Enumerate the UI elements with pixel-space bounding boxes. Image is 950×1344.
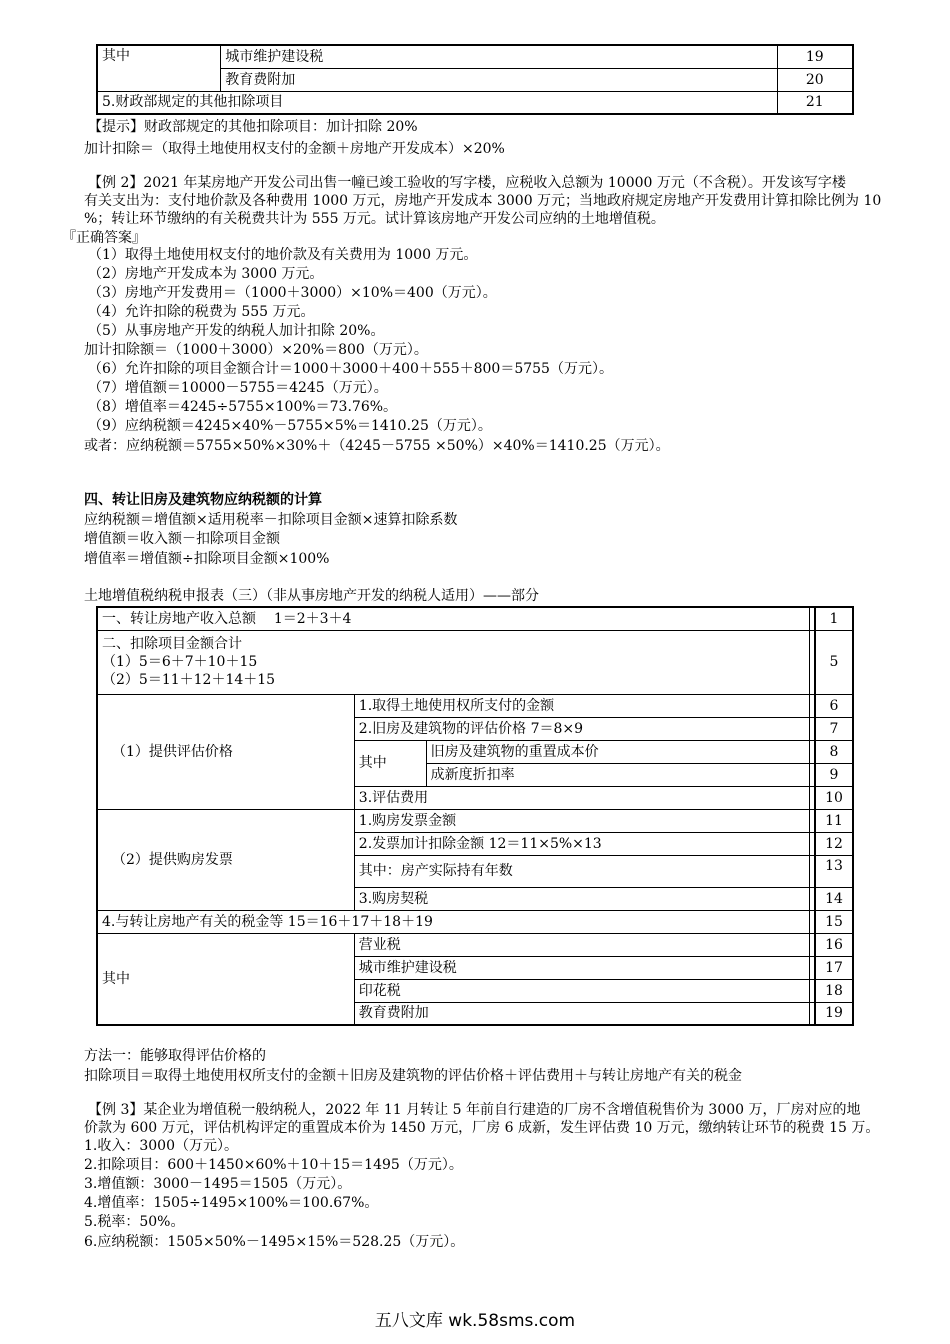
answer-step: （4）允许扣除的税费为 555 万元。 [88,304,315,320]
table-cell: 营业税 [354,933,809,956]
tip-line: 【提示】财政部规定的其他扣除项目：加计扣除 20% [88,119,418,135]
formula-line: 增值额＝收入额－扣除项目金额 [84,531,280,547]
table-cell: 其中 [97,45,221,91]
table-cell: 教育费附加 [354,1002,809,1025]
example-3-step: 2.扣除项目：600＋1450×60%＋10＋15＝1495（万元）。 [84,1157,463,1173]
method-formula: 扣除项目＝取得土地使用权所支付的金额＋旧房及建筑物的评估价格＋评估费用＋与转让房地产有关的税金 [84,1068,742,1084]
row-formula: （1）5＝6＋7＋10＋15 [102,654,258,670]
table-cell [97,630,809,694]
table-cell: 其中 [97,933,354,1025]
table-cell: 其中：房产实际持有年数 [354,855,809,887]
row-number: 6 [815,694,853,717]
example-3-text: 【例 3】某企业为增值税一般纳税人，2022 年 11 月转让 5 年前自行建造的厂房不含增值税售价为 3000 万，厂房对应的地 [88,1102,861,1118]
row-number: 9 [815,763,853,786]
example-3-step: 3.增值额：3000－1495＝1505（万元）。 [84,1176,352,1192]
row-number: 21 [777,91,853,114]
table-cell: 旧房及建筑物的重置成本价 [426,740,809,763]
row-number: 5 [815,630,853,694]
row-number: 10 [815,786,853,809]
table-cell: 3.评估费用 [354,786,809,809]
table-cell: 4.与转让房地产有关的税金等 15＝16＋17＋18＋19 [97,910,809,933]
example-3-step: 1.收入：3000（万元）。 [84,1138,238,1154]
answer-step: （1）取得土地使用权支付的地价款及有关费用为 1000 万元。 [88,247,478,263]
row-number: 17 [815,956,853,979]
section-heading: 四、转让旧房及建筑物应纳税额的计算 [84,492,322,508]
table-cell: 3.购房契税 [354,887,809,910]
row-number: 15 [815,910,853,933]
table-cell: （2）提供购房发票 [97,809,354,910]
example-2-text: 【例 2】2021 年某房地产开发公司出售一幢已竣工验收的写字楼，应税收入总额为 10000 万元（不含税）。开发该写字楼 [88,175,846,191]
tax-return-table [96,606,854,1026]
example-2-text: %；转让环节缴纳的有关税费共计为 555 万元。试计算该房地产开发公司应纳的土地增值税。 [84,211,665,227]
table-cell: 教育费附加 [221,68,777,91]
row-number: 16 [815,933,853,956]
answer-alt: 或者：应纳税额＝5755×50%×30%＋（4245－5755 ×50%）×40%＝1410.25（万元）。 [84,438,670,454]
table-cell: 5.财政部规定的其他扣除项目 [97,91,777,114]
table-cell: 城市维护建设税 [354,956,809,979]
row-number: 13 [815,855,853,887]
answer-step: （5）从事房地产开发的纳税人加计扣除 20%。 [88,323,385,339]
answer-step: （7）增值额＝10000－5755＝4245（万元）。 [88,380,388,396]
example-3-step: 6.应纳税额：1505×50%－1495×15%＝528.25（万元）。 [84,1234,465,1250]
row-number: 12 [815,832,853,855]
row-number: 7 [815,717,853,740]
row-number: 11 [815,809,853,832]
table-cell: 印花税 [354,979,809,1002]
table-cell: （1）提供评估价格 [97,694,354,809]
row-label: 二、扣除项目金额合计 [102,636,242,652]
row-number: 8 [815,740,853,763]
footer-watermark: 五八文库 wk.58sms.com [374,1311,576,1331]
formula-line: 应纳税额＝增值额×适用税率－扣除项目金额×速算扣除系数 [84,512,458,528]
example-3-step: 5.税率：50%。 [84,1214,185,1230]
table-cell: 城市维护建设税 [221,45,777,68]
method-title: 方法一：能够取得评估价格的 [84,1048,266,1064]
row-number: 20 [777,68,853,91]
answer-extra: 加计扣除额＝（1000＋3000）×20%＝800（万元）。 [84,342,428,358]
tip-formula: 加计扣除＝（取得土地使用权支付的金额＋房地产开发成本）×20% [84,141,505,157]
table-cell: 1.取得土地使用权所支付的金额 [354,694,809,717]
example-2-text: 有关支出为：支付地价款及各种费用 1000 万元，房地产开发成本 3000 万元；当地政府规定房地产开发费用计算扣除比例为 10 [84,193,882,209]
table-cell [97,607,809,630]
table-title: 土地增值税纳税申报表（三）（非从事房地产开发的纳税人适用）——部分 [84,588,539,604]
table-cell: 其中 [354,740,426,786]
answer-step: （2）房地产开发成本为 3000 万元。 [88,266,324,282]
row-number: 14 [815,887,853,910]
answer-step: （9）应纳税额＝4245×40%－5755×5%＝1410.25（万元）。 [88,418,492,434]
row-formula: 1＝2＋3＋4 [273,610,352,627]
example-3-step: 4.增值率：1505÷1495×100%＝100.67%。 [84,1195,379,1211]
answer-label: 『正确答案』 [62,230,146,246]
table-cell: 2.旧房及建筑物的评估价格 7＝8×9 [354,717,809,740]
row-number: 18 [815,979,853,1002]
answer-step: （6）允许扣除的项目金额合计＝1000＋3000＋400＋555＋800＝5755（万元）。 [88,361,613,377]
formula-line: 增值率＝增值额÷扣除项目金额×100% [84,551,330,567]
row-number: 19 [815,1002,853,1025]
answer-step: （8）增值率＝4245÷5755×100%＝73.76%。 [88,399,398,415]
example-3-text: 价款为 600 万元，评估机构评定的重置成本价为 1450 万元，厂房 6 成新，发生评估费 10 万元，缴纳转让环节的税费 15 万。 [84,1120,880,1136]
table-cell: 成新度折扣率 [426,763,809,786]
row-formula: （2）5＝11＋12＋14＋15 [102,672,276,688]
row-number: 1 [815,607,853,630]
deduction-table-fragment [96,44,854,115]
answer-step: （3）房地产开发费用＝（1000＋3000）×10%＝400（万元）。 [88,285,497,301]
table-cell: 2.发票加计扣除金额 12＝11×5%×13 [354,832,809,855]
row-label: 一、转让房地产收入总额 [102,610,256,627]
row-number: 19 [777,45,853,68]
table-cell: 1.购房发票金额 [354,809,809,832]
